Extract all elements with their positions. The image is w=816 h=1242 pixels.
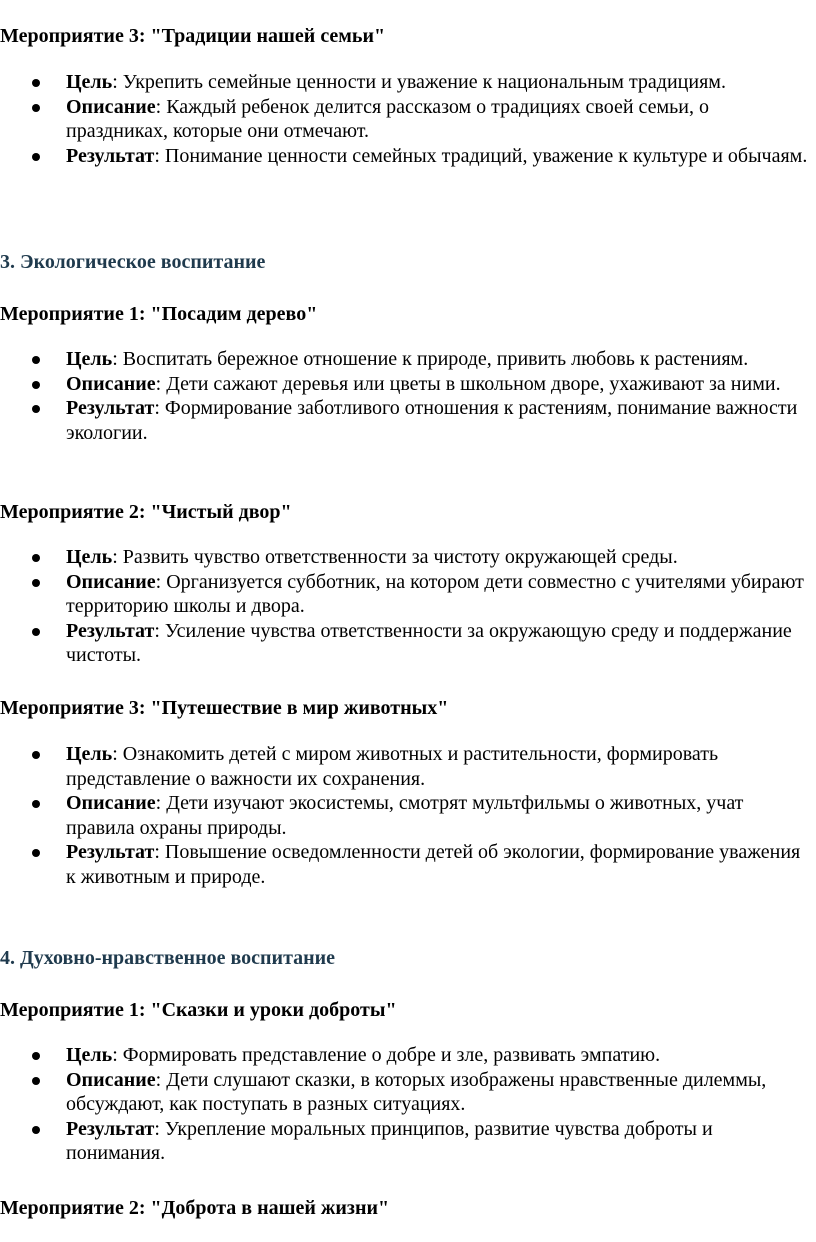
item-text: : Организуется субботник, на котором дети совместно с учителями убирают территорию школы и двора. (66, 570, 804, 617)
item-text: : Понимание ценности семейных традиций, уважение к культуре и обычаям. (154, 144, 808, 167)
item-text: : Формирование заботливого отношения к растениям, понимание важности экологии. (66, 397, 798, 444)
list-item (0, 619, 816, 668)
bullet-icon (32, 554, 40, 562)
item-text: : Каждый ребенок делится рассказом о традициях своей семьи, о праздниках, которые они отмечают. (66, 95, 709, 142)
bullet-icon (32, 1052, 40, 1060)
bullet-icon (32, 381, 40, 389)
item-text: : Воспитать бережное отношение к природе, привить любовь к растениям. (112, 348, 749, 370)
bullet-icon (32, 751, 40, 759)
bullet-icon (32, 153, 40, 161)
list-item (0, 347, 816, 372)
bullet-icon (32, 1077, 40, 1085)
item-text: : Формировать представление о добре и зле, развивать эмпатию. (112, 1044, 661, 1066)
list-item (0, 1043, 816, 1068)
list-item (0, 791, 816, 840)
bullet-icon (32, 356, 40, 364)
event-details-list (0, 70, 816, 168)
bullet-icon (32, 849, 40, 857)
event-details-list (0, 1043, 816, 1166)
item-term: Описание (66, 95, 156, 118)
event-title: Мероприятие 1: "Сказки и уроки доброты" (0, 999, 397, 1021)
bullet-icon (32, 104, 40, 112)
event-details-list (0, 742, 816, 889)
item-text: : Ознакомить детей с миром животных и растительности, формировать представление о важности их сохранения. (66, 743, 719, 790)
list-item (0, 570, 816, 619)
item-term: Результат (66, 619, 155, 642)
item-text: : Повышение осведомленности детей об экологии, формирование уважения к животным и природе. (66, 841, 801, 888)
item-term: Результат (66, 397, 155, 419)
event-details-list (0, 545, 816, 668)
list-item (0, 1068, 816, 1117)
event-title: Мероприятие 2: "Чистый двор" (0, 501, 292, 523)
event-title: Мероприятие 3: "Путешествие в мир животных" (0, 697, 449, 719)
section-title: 4. Духовно-нравственное воспитание (0, 947, 336, 969)
bullet-icon (32, 628, 40, 636)
item-term: Описание (66, 792, 156, 814)
list-item (0, 396, 816, 445)
item-term: Цель (66, 348, 113, 370)
bullet-icon (32, 579, 40, 587)
list-item (0, 545, 816, 570)
item-term: Результат (66, 144, 155, 167)
list-item (0, 840, 816, 889)
item-text: : Развить чувство ответственности за чистоту окружающей среды. (112, 546, 678, 568)
item-text: : Дети сажают деревья или цветы в школьном дворе, ухаживают за ними. (155, 372, 781, 395)
bullet-icon (32, 79, 40, 87)
item-text: : Дети слушают сказки, в которых изображены нравственные дилеммы, обсуждают, как поступать в разных ситуациях. (66, 1068, 767, 1115)
item-term: Описание (66, 1068, 156, 1091)
item-term: Описание (66, 570, 156, 593)
event-title: Мероприятие 2: "Доброта в нашей жизни" (0, 1197, 390, 1219)
event-details-list (0, 347, 816, 445)
event-title: Мероприятие 1: "Посадим дерево" (0, 303, 318, 325)
list-item (0, 372, 816, 397)
item-text: : Укрепление моральных принципов, развитие чувства доброты и понимания. (66, 1117, 713, 1164)
event-title: Мероприятие 3: "Традиции нашей семьи" (0, 25, 386, 47)
list-item (0, 95, 816, 144)
item-term: Результат (66, 841, 155, 863)
item-text: : Усиление чувства ответственности за окружающую среду и поддержание чистоты. (66, 619, 792, 666)
list-item (0, 144, 816, 169)
item-text: : Укрепить семейные ценности и уважение к национальным традициям. (112, 71, 726, 93)
bullet-icon (32, 1126, 40, 1134)
list-item (0, 70, 816, 95)
item-term: Результат (66, 1117, 155, 1140)
item-term: Цель (66, 1044, 113, 1066)
bullet-icon (32, 800, 40, 808)
item-term: Цель (66, 546, 113, 568)
section-title: 3. Экологическое воспитание (0, 251, 266, 273)
item-text: : Дети изучают экосистемы, смотрят мультфильмы о животных, учат правила охраны природы. (66, 792, 744, 839)
bullet-icon (32, 405, 40, 413)
item-term: Цель (66, 743, 113, 765)
list-item (0, 742, 816, 791)
list-item (0, 1117, 816, 1166)
item-term: Цель (66, 71, 113, 93)
item-term: Описание (66, 372, 156, 395)
